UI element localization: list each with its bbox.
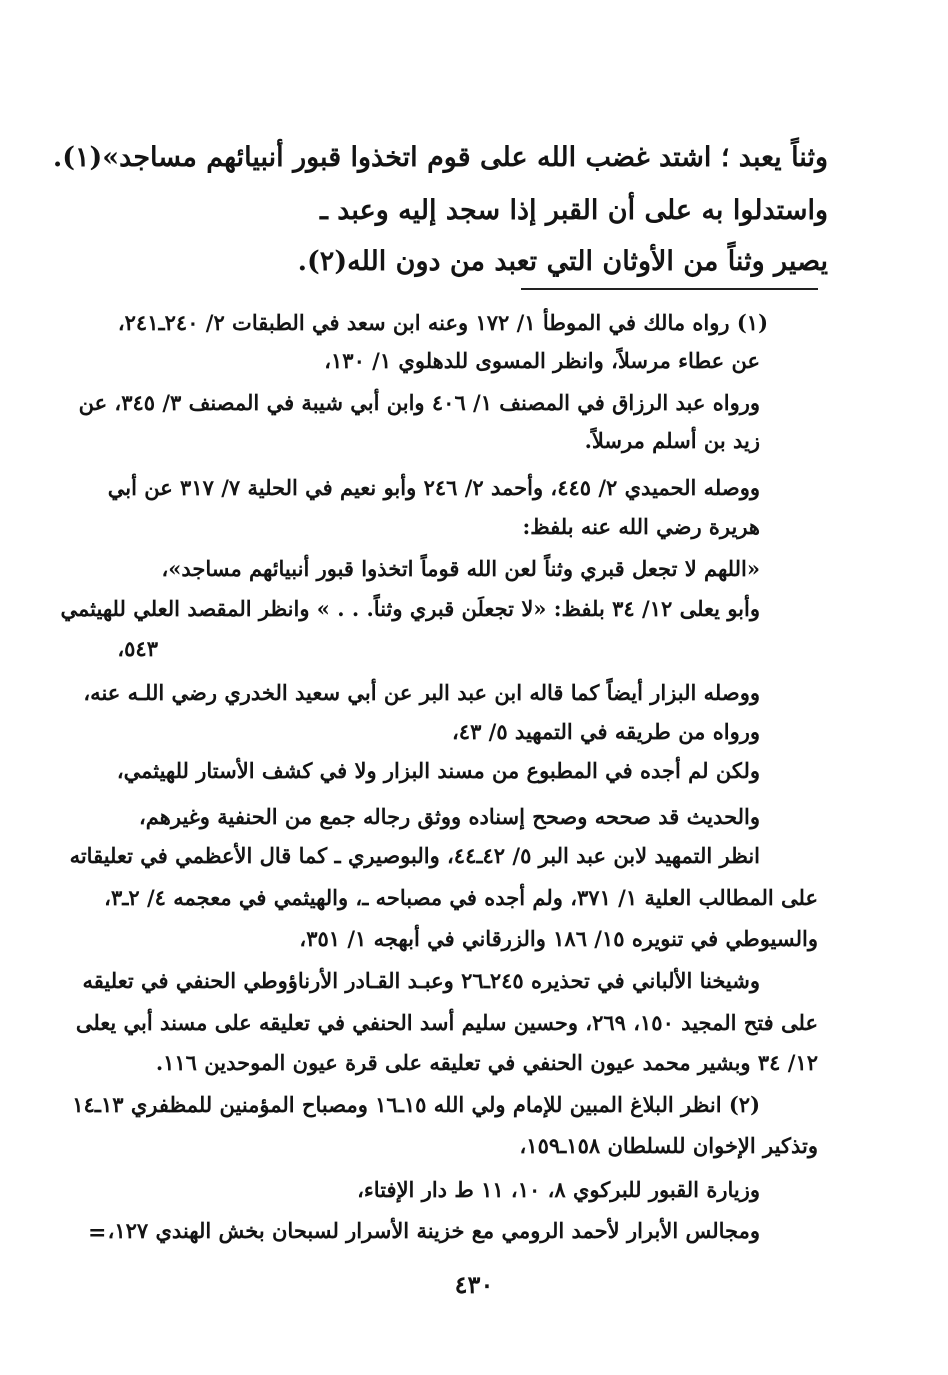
footnote-line: والسيوطي في تنويره ١٥/ ١٨٦ والزرقاني في أبهجه ١/ ٣٥١، — [299, 926, 818, 951]
footnote-line: ١٢/ ٣٤ وبشير محمد عيون الحنفي في تعليقه على قرة عيون الموحدين ١١٦. — [155, 1050, 818, 1075]
footnote-line: ٥٤٣، — [117, 636, 158, 661]
footnote-line: ولكن لم أجده في المطبوع من مسند البزار ولا في كشف الأستار للهيثمي، — [116, 758, 760, 783]
footnote-line: وأبو يعلى ١٢/ ٣٤ بلفظ: «لا تجعلَن قبري وثناً. . . » وانظر المقصد العلي للهيثمي — [60, 596, 760, 621]
footnote-line: زيد بن أسلم مرسلاً. — [584, 428, 760, 453]
footnote-line: وشيخنا الألباني في تحذيره ٢٤٥ـ٢٦ وعبـد القـادر الأرناؤوطي الحنفي في تعليقه — [82, 968, 760, 993]
footnote-line: والحديث قد صححه وصحح إسناده ووثق رجاله جمع من الحنفية وغيرهم، — [139, 804, 760, 829]
continuation-mark: = — [88, 1220, 107, 1246]
footnote-line: عن عطاء مرسلاً، وانظر المسوى للدهلوي ١/ ١٣٠، — [324, 348, 760, 373]
footnote-separator — [521, 288, 818, 290]
footnote-line: وزيارة القبور للبركوي ٨، ١٠، ١١ ط دار الإفتاء، — [357, 1177, 760, 1202]
footnote-line: (١) رواه مالك في الموطأ ١/ ١٧٢ وعنه ابن سعد في الطبقات ٢/ ٢٤٠ـ٢٤١، — [117, 310, 768, 335]
footnote-line: ورواه من طريقه في التمهيد ٥/ ٤٣، — [452, 719, 760, 744]
main-text-line-1: وثناً يعبد ؛ اشتد غضب الله على قوم اتخذوا قبور أنبيائهم مساجد»(١). — [52, 142, 828, 173]
footnote-line: على المطالب العلية ١/ ٣٧١، ولم أجده في مصباحه ـ، والهيثمي في معجمه ٤/ ٢ـ٣، — [104, 885, 818, 910]
main-text-line-3: يصير وثناً من الأوثان التي تعبد من دون الله(٢). — [297, 246, 828, 277]
footnote-line: (٢) انظر البلاغ المبين للإمام ولي الله ١٥ـ١٦ ومصباح المؤمنين للمظفري ١٣ـ١٤ — [72, 1092, 760, 1117]
main-text-line-2: واستدلوا به على أن القبر إذا سجد إليه وعبد ـ — [319, 195, 828, 226]
footnote-line: «اللهم لا تجعل قبري وثناً لعن الله قوماً اتخذوا قبور أنبيائهم مساجد»، — [161, 556, 760, 581]
footnote-line: ورواه عبد الرزاق في المصنف ١/ ٤٠٦ وابن أبي شيبة في المصنف ٣/ ٣٤٥، عن — [78, 390, 760, 415]
footnote-line: ووصله البزار أيضاً كما قاله ابن عبد البر عن أبي سعيد الخدري رضي اللـه عنه، — [83, 680, 760, 705]
footnote-line: وتذكير الإخوان للسلطان ١٥٨ـ١٥٩، — [519, 1133, 818, 1158]
footnote-line: على فتح المجيد ١٥٠، ٢٦٩، وحسين سليم أسد الحنفي في تعليقه على مسند أبي يعلى — [75, 1010, 818, 1035]
footnote-line: ومجالس الأبرار لأحمد الرومي مع خزينة الأسرار لسبحان بخش الهندي ١٢٧، — [107, 1218, 760, 1243]
footnote-line: انظر التمهيد لابن عبد البر ٥/ ٤٢ـ٤٤، والبوصيري ـ كما قال الأعظمي في تعليقاته — [69, 843, 760, 868]
footnote-line: ووصله الحميدي ٢/ ٤٤٥، وأحمد ٢/ ٢٤٦ وأبو نعيم في الحلية ٧/ ٣١٧ عن أبي — [107, 475, 760, 500]
footnote-line: هريرة رضي الله عنه بلفظ: — [522, 514, 760, 539]
page-number: ٤٣٠ — [454, 1270, 494, 1299]
